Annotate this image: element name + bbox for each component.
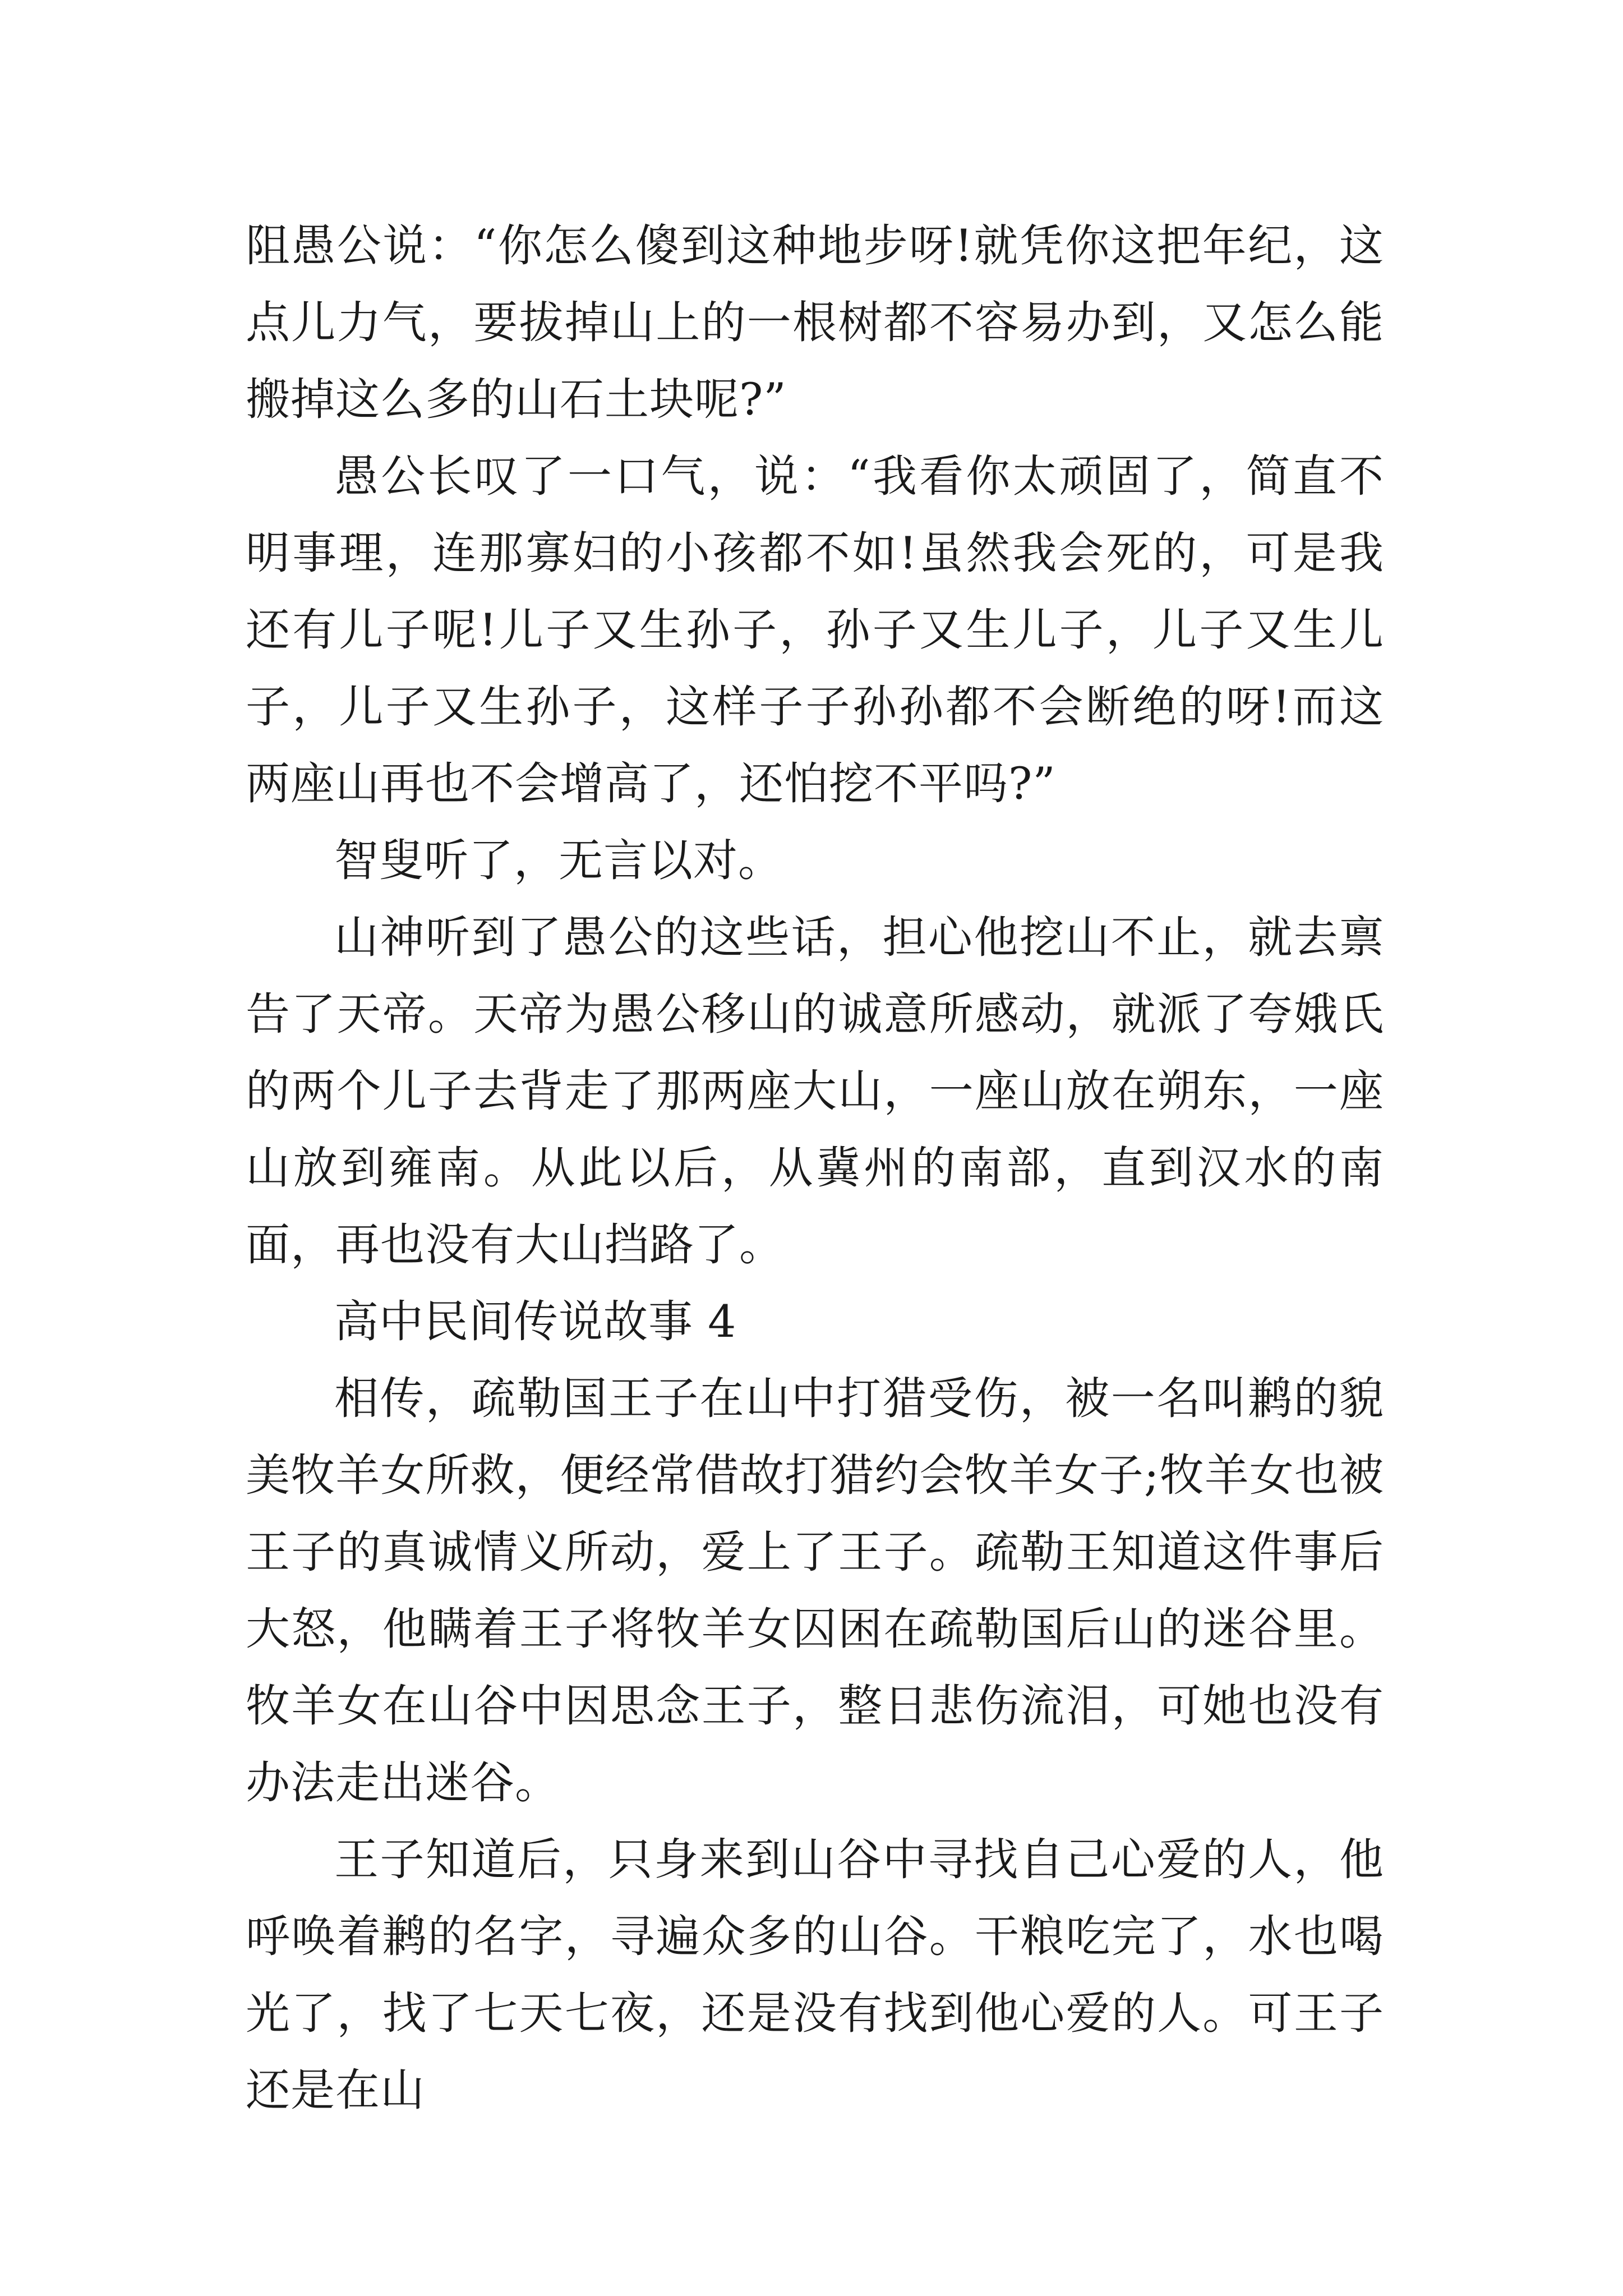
paragraph-zhisou-silent: 智叟听了，无言以对。 — [334, 835, 783, 886]
paragraph-mountain-god: 山神听到了愚公的这些话，担心他挖山不止，就去禀告了天帝。天帝为愚公移山的诚意所感动，就派了夸娥氏的两个儿子去背走了那两座大山，一座山放在朔东，一座山放到雍南。从此以后，从冀州的南部，直到汉水的南面，再也没有大山挡路了。 — [246, 912, 1384, 1271]
section-heading: 高中民间传说故事 4 — [334, 1296, 737, 1347]
paragraph-prince-search: 王子知道后，只身来到山谷中寻找自己心爱的人，他呼唤着鹣的名字，寻遍众多的山谷。干粮吃完了，水也喝光了，找了七天七夜，还是没有找到他心爱的人。可王子还是在山 — [246, 1834, 1384, 2116]
paragraph-shule-prince: 相传，疏勒国王子在山中打猎受伤，被一名叫鹣的貌美牧羊女所救，便经常借故打猎约会牧羊女子;牧羊女也被王子的真诚情义所动，爱上了王子。疏勒王知道这件事后大怒，他瞒着王子将牧羊女囚困在疏勒国后山的迷谷里。牧羊女在山谷中因思念王子，整日悲伤流泪，可她也没有办法走出迷谷。 — [246, 1373, 1384, 1809]
document-body — [246, 208, 1384, 2129]
paragraph-yugong-reply: 愚公长叹了一口气，说：“我看你太顽固了，简直不明事理，连那寡妇的小孩都不如!虽然我会死的，可是我还有儿子呢!儿子又生孙子，孙子又生儿子，儿子又生儿子，儿子又生孙子，这样子子孙孙都不会断绝的呀!而这两座山再也不会增高了，还怕挖不平吗?” — [246, 450, 1384, 809]
paragraph-continuation: 阻愚公说：“你怎么傻到这种地步呀!就凭你这把年纪，这点儿力气，要拔掉山上的一根树都不容易办到，又怎么能搬掉这么多的山石土块呢?” — [246, 220, 1384, 425]
